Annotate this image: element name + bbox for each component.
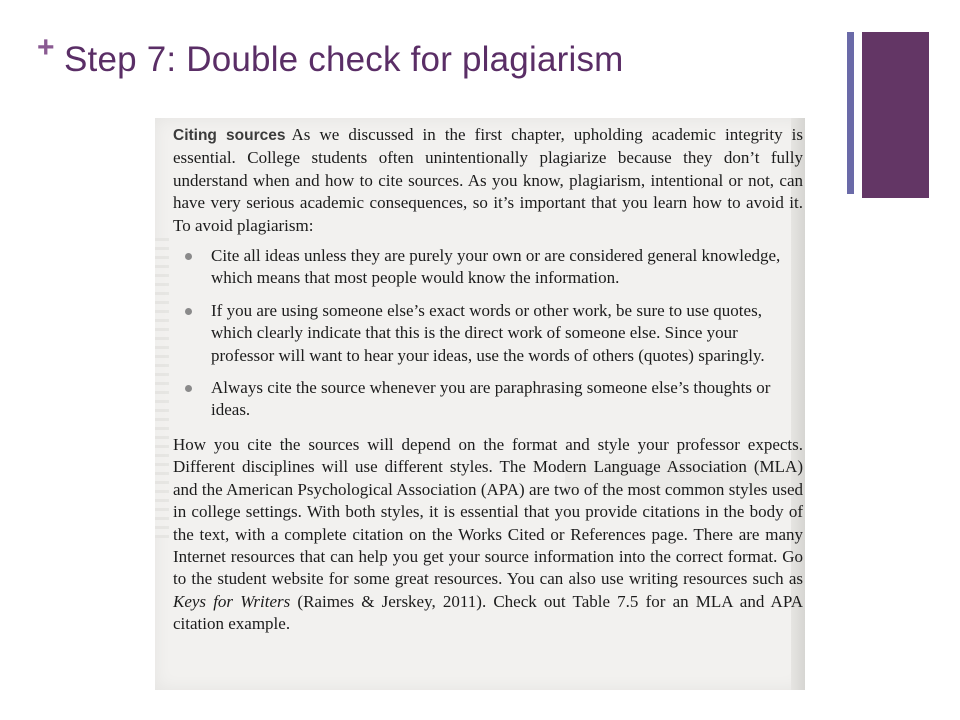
intro-text: As we discussed in the first chapter, upholding academic integrity is essential. College students often unintentionally plagiarize because they don’t fully understand when and how to cite sources. As you know, plagiarism, intentional or not, can have very serious academic consequences, so it’s important that you learn how to avoid it. To avoid plagiarism:	[173, 125, 803, 235]
bullet-icon	[185, 308, 192, 315]
book-title: Keys for Writers	[173, 591, 291, 611]
scanned-page-image	[155, 118, 805, 690]
list-item	[173, 300, 803, 367]
slide-title: Step 7: Double check for plagiarism	[64, 40, 624, 79]
accent-bar-thin	[847, 32, 854, 194]
scanned-text	[173, 124, 803, 636]
intro-paragraph	[173, 124, 803, 237]
bullet-list	[173, 245, 803, 422]
bullet-icon	[185, 385, 192, 392]
list-item	[173, 377, 803, 422]
closing-paragraph	[173, 434, 803, 636]
scan-bleed-margin	[155, 238, 169, 538]
closing-text-start: How you cite the sources will depend on the format and style your professor expects. Different disciplines will use different styles. The Modern Language Association (MLA) and the American Psychological Association (APA) are two of the most common styles used in college settings. With both styles, it is essential that you provide citations in the body of the text, with a complete citation on the Works Cited or References page. There are many Internet resources that can help you get your source information into the correct format. Go to the student website for some great resources. You can also use writing resources such as	[173, 434, 803, 589]
list-item-text: Always cite the source whenever you are paraphrasing someone else’s thoughts or ideas.	[211, 378, 771, 420]
list-item-text: Cite all ideas unless they are purely your own or are considered general knowledge, which means that most people would know the information.	[211, 246, 781, 288]
bullet-icon	[185, 253, 192, 260]
section-heading: Citing sources	[173, 127, 286, 144]
list-item	[173, 245, 803, 290]
list-item-text: If you are using someone else’s exact words or other work, be sure to use quotes, which clearly indicate that this is the direct work of someone else. Since your professor will want to hear your ideas, use the words of others (quotes) sparingly.	[211, 300, 765, 365]
closing-text-end: (Raimes & Jerskey, 2011). Check out Table 7.5 for an MLA and APA citation example.	[173, 591, 803, 634]
plus-icon: +	[37, 31, 55, 64]
accent-bar-thick	[862, 32, 929, 198]
